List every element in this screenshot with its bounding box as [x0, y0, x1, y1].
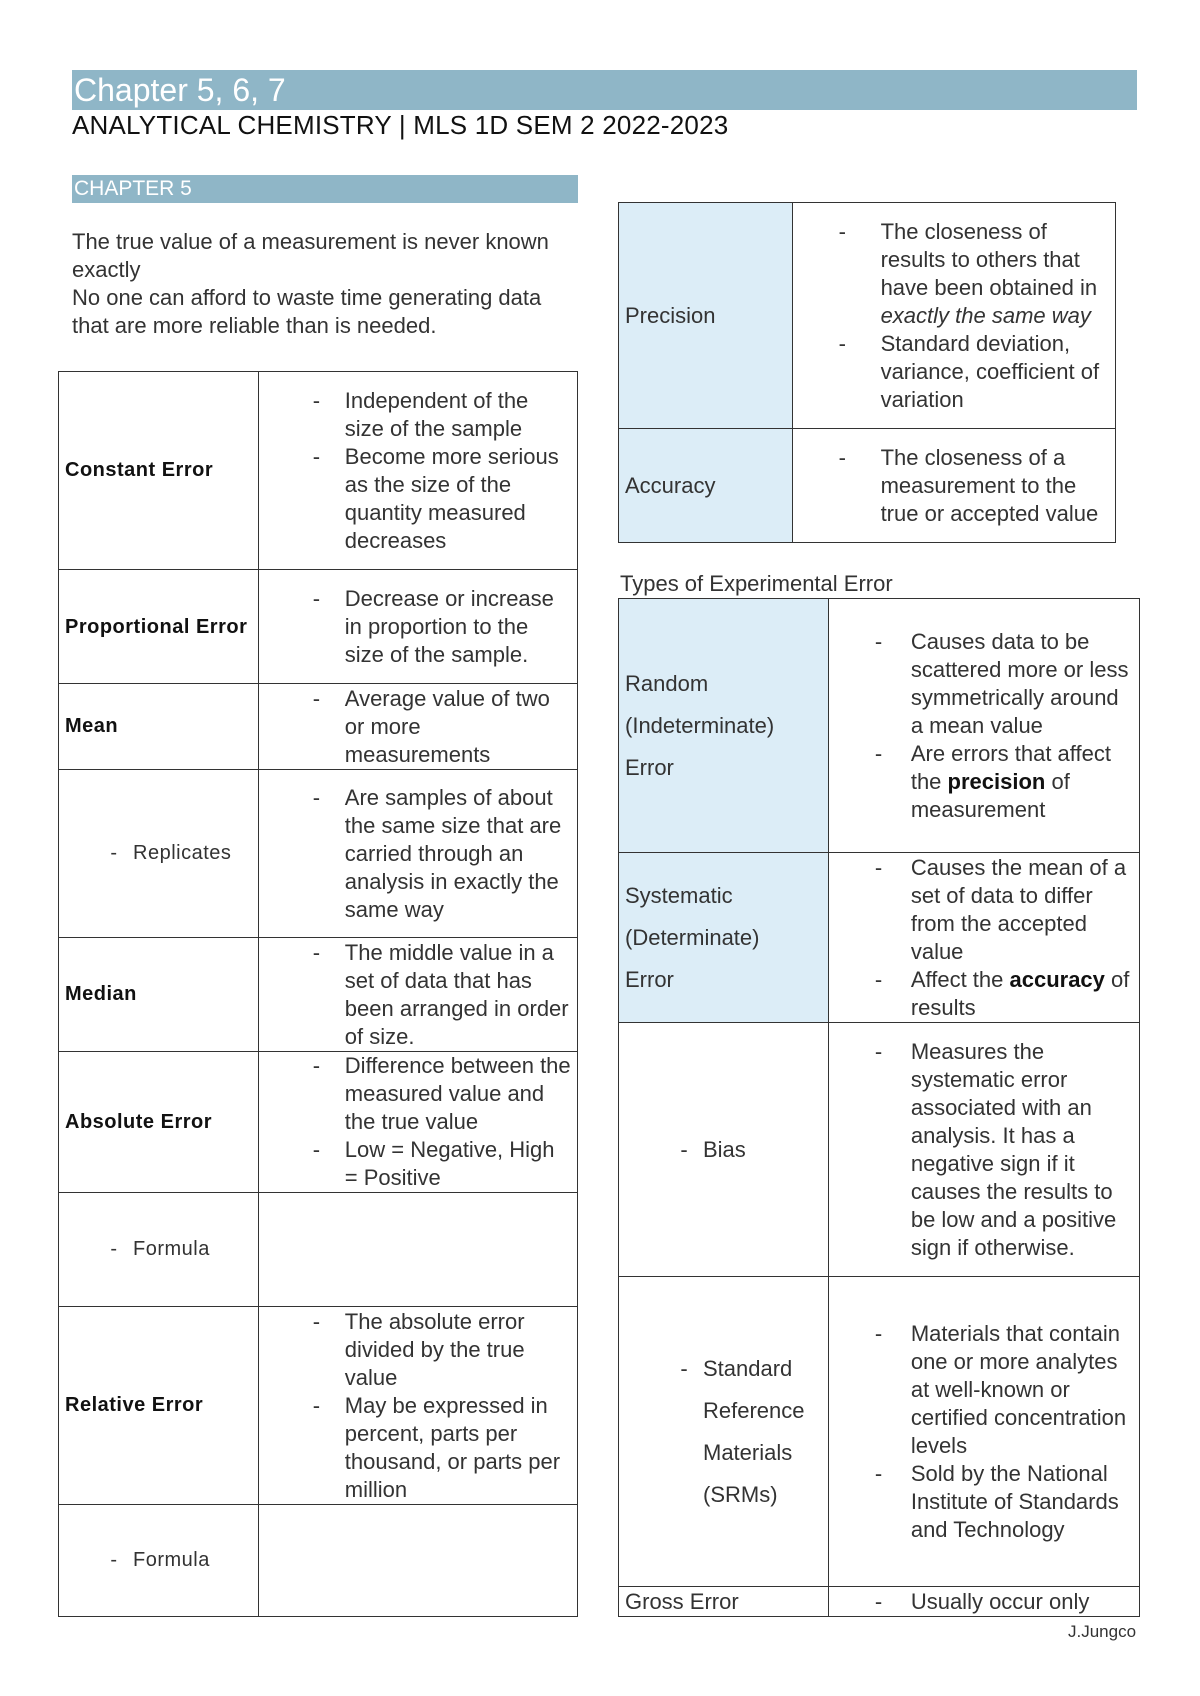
term-label	[703, 1348, 805, 1516]
intro-text	[72, 228, 572, 340]
term-line: Materials	[703, 1439, 793, 1465]
definition-cell	[828, 599, 1139, 853]
author-signature: J.Jungco	[1068, 1622, 1137, 1641]
definition-item	[835, 966, 1133, 1022]
table-row	[619, 203, 1116, 429]
section-heading: CHAPTER 5	[72, 175, 578, 203]
bold-text: precision	[947, 768, 1046, 794]
table-row	[59, 938, 578, 1052]
table-row	[59, 1193, 578, 1307]
table-row	[619, 1277, 1140, 1587]
definition-text: of results	[910, 966, 1130, 1020]
term-line: Error	[625, 966, 674, 992]
definition-item: - Materials that contain one or more analytes at well-known or certified concentration levels	[835, 1320, 1133, 1460]
table-row	[619, 599, 1140, 853]
term-line: (SRMs)	[703, 1481, 778, 1507]
term-label: Bias	[703, 1136, 746, 1162]
term-label: Proportional Error	[65, 615, 248, 638]
definition-item: - The closeness of a measurement to the true or accepted value	[799, 444, 1109, 528]
definition-cell	[828, 1023, 1139, 1277]
definition-item: - Difference between the measured value and the true value	[265, 1052, 571, 1136]
term-cell	[619, 1023, 829, 1277]
table-row	[619, 429, 1116, 543]
table-row	[59, 770, 578, 938]
term-cell	[59, 570, 259, 684]
definition-item: - Independent of the size of the sample	[265, 387, 571, 443]
term-line: Error	[625, 754, 674, 780]
definition-item: - Standard deviation, variance, coefficient of variation	[799, 330, 1109, 414]
definition-item: - May be expressed in percent, parts per thousand, or parts per million	[265, 1392, 571, 1504]
definition-item: - The absolute error divided by the true value	[265, 1308, 571, 1392]
bold-text: accuracy	[1009, 966, 1105, 992]
definition-item: - Usually occur only	[835, 1588, 1133, 1616]
dash-marker: -	[110, 842, 118, 864]
definition-text: Affect the	[910, 966, 1010, 992]
term-cell: Relative Error	[59, 1307, 259, 1505]
term-cell	[619, 599, 829, 853]
definition-cell	[828, 1587, 1139, 1617]
definition-item: - The middle value in a set of data that has been arranged in order of size.	[265, 939, 571, 1051]
table-caption: Types of Experimental Error	[620, 571, 893, 596]
dash-marker: -	[680, 1136, 688, 1162]
table-row	[619, 1587, 1140, 1617]
term-cell: Constant Error	[59, 372, 259, 570]
definition-item: - Measures the systematic error associated with an analysis. It has a negative sign if it causes the results to be low and a positive sign if otherwise.	[835, 1038, 1133, 1262]
definition-cell	[258, 938, 577, 1052]
term-cell: Median	[59, 938, 259, 1052]
term-cell	[619, 1277, 829, 1587]
definition-item: - Sold by the National Institute of Standards and Technology	[835, 1460, 1133, 1544]
table-row	[59, 1307, 578, 1505]
term-label: Formula	[133, 1549, 210, 1571]
definition-item	[835, 740, 1133, 824]
definition-cell	[258, 770, 577, 938]
term-cell: Mean	[59, 684, 259, 770]
definition-item: - Low = Negative, High = Positive	[265, 1136, 571, 1192]
definition-item: - Average value of two or more measurements	[265, 685, 571, 769]
term-cell	[619, 853, 829, 1023]
term-line: (Determinate)	[625, 924, 760, 950]
term-line: (Indeterminate)	[625, 712, 775, 738]
definition-cell	[258, 570, 577, 684]
table-row	[59, 372, 578, 570]
term-cell: Accuracy	[619, 429, 793, 543]
definition-cell	[258, 372, 577, 570]
definition-cell	[792, 203, 1115, 429]
term-cell	[59, 770, 259, 938]
term-label: Formula	[133, 1238, 210, 1260]
formula-empty-cell	[258, 1193, 577, 1307]
precision-accuracy-table	[618, 202, 1116, 543]
definition-cell	[258, 1052, 577, 1193]
dash-marker: -	[110, 1549, 118, 1571]
dash-marker: -	[110, 1238, 118, 1260]
table-row	[619, 1023, 1140, 1277]
definition-item	[799, 218, 1109, 330]
definition-cell	[828, 853, 1139, 1023]
term-label: Replicates	[133, 842, 232, 864]
definition-item: - Causes data to be scattered more or less symmetrically around a mean value	[835, 628, 1133, 740]
table-row	[59, 1505, 578, 1617]
page-title: Chapter 5, 6, 7	[72, 70, 1137, 110]
table-row	[59, 684, 578, 770]
table-row	[619, 853, 1140, 1023]
definition-text: Are errors that affect the	[910, 740, 1111, 794]
formula-empty-cell	[258, 1505, 577, 1617]
definition-text: of measurement	[910, 768, 1070, 822]
definition-item: - Decrease or increase in proportion to the size of the sample.	[265, 585, 571, 669]
term-cell	[59, 1193, 259, 1307]
definition-cell	[258, 684, 577, 770]
term-cell: Precision	[619, 203, 793, 429]
term-line: Systematic	[625, 882, 733, 908]
intro-line-1: The true value of a measurement is never known exactly	[72, 229, 549, 282]
intro-line-2: No one can afford to waste time generating data that are more reliable than is needed.	[72, 285, 542, 338]
chapter5-terms-table	[58, 371, 578, 1617]
definition-text: The closeness of results to others that have been obtained in	[880, 218, 1098, 300]
term-cell	[59, 1505, 259, 1617]
term-line: Reference	[703, 1397, 805, 1423]
emphasis-text: exactly the same way	[880, 302, 1091, 328]
definition-item: - Become more serious as the size of the quantity measured decreases	[265, 443, 571, 555]
term-line: Random	[625, 670, 709, 696]
experimental-error-table	[618, 598, 1140, 1617]
definition-item: - Are samples of about the same size that are carried through an analysis in exactly the same way	[265, 784, 571, 924]
definition-cell	[792, 429, 1115, 543]
term-cell: Absolute Error	[59, 1052, 259, 1193]
definition-item: - Causes the mean of a set of data to differ from the accepted value	[835, 854, 1133, 966]
term-line: Standard	[703, 1355, 793, 1381]
table-row	[59, 570, 578, 684]
definition-cell	[828, 1277, 1139, 1587]
page-subtitle: ANALYTICAL CHEMISTRY | MLS 1D SEM 2 2022-2023	[72, 110, 729, 140]
term-cell: Gross Error	[619, 1587, 829, 1617]
table-row	[59, 1052, 578, 1193]
dash-marker: -	[680, 1355, 688, 1381]
definition-cell	[258, 1307, 577, 1505]
